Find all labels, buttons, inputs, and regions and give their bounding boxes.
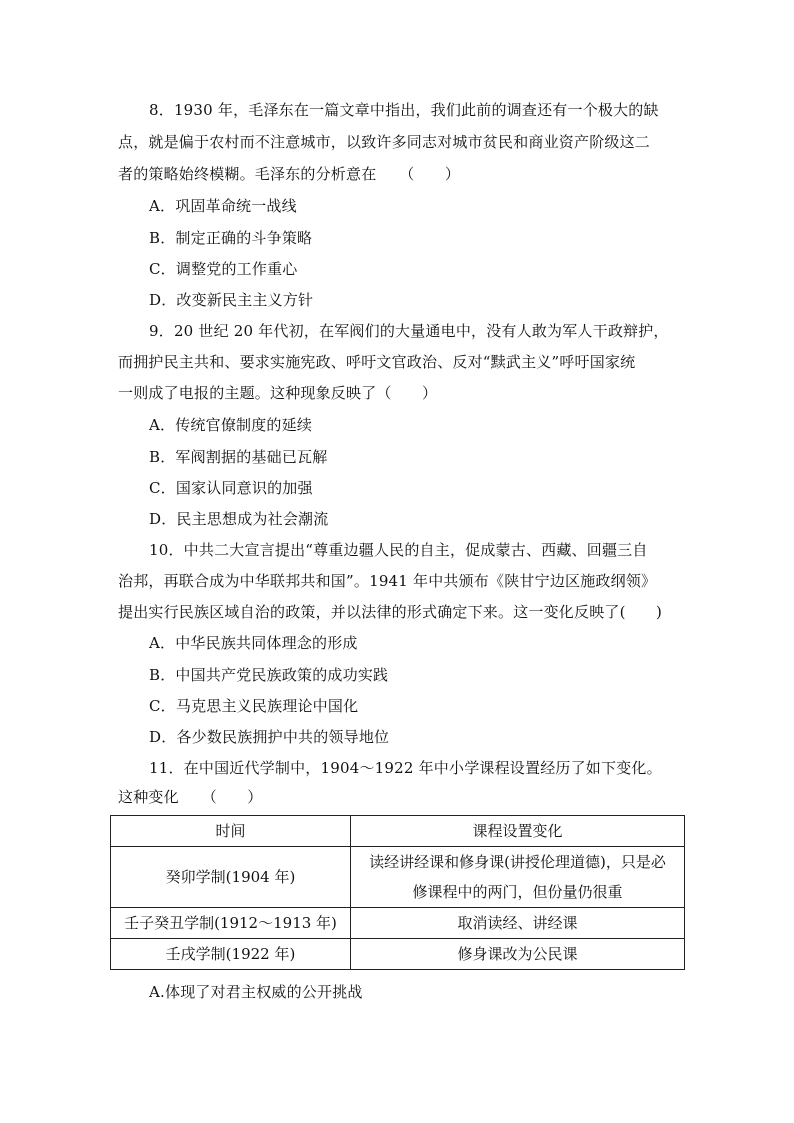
table-cell-time: 壬子癸丑学制(1912～1913 年) — [111, 908, 351, 939]
q9-option-b: B．军阀割据的基础已瓦解 — [149, 448, 328, 466]
q8-option-d: D．改变新民主主义方针 — [149, 291, 314, 309]
q8-option-b: B．制定正确的斗争策略 — [149, 229, 313, 247]
q9-option-d: D．民主思想成为社会潮流 — [149, 510, 329, 528]
q8-stem-line-2: 点，就是偏于农村而不注意城市，以致许多同志对城市贫民和商业资产阶级这二 — [118, 133, 651, 151]
q8-option-a: A．巩固革命统一战线 — [149, 197, 297, 215]
table-row — [111, 939, 685, 970]
table-row — [111, 908, 685, 939]
table-cell-change-line-2: 修课程中的两门，但份量仍很重 — [412, 883, 623, 901]
q10-option-d: D．各少数民族拥护中共的领导地位 — [149, 728, 390, 746]
q10-stem-line-1: 10．中共二大宣言提出“尊重边疆人民的自主，促成蒙古、西藏、回疆三自 — [149, 541, 648, 559]
table-header-time: 时间 — [111, 816, 351, 847]
q10-stem-line-2: 治邦，再联合成为中华联邦共和国”。1941 年中共颁布《陕甘宁边区施政纲领》 — [118, 572, 657, 590]
curriculum-table — [110, 815, 685, 970]
q11-stem-line-2: 这种变化 （ ） — [118, 788, 263, 806]
q11-option-a: A.体现了对君主权威的公开挑战 — [149, 983, 363, 1001]
table-cell-time: 癸卯学制(1904 年) — [111, 847, 351, 908]
q9-stem-line-3: 一则成了电报的主题。这种现象反映了（ ） — [118, 384, 438, 402]
q9-stem-line-1: 9．20 世纪 20 年代初，在军阀们的大量通电中，没有人敢为军人干政辩护， — [149, 322, 669, 340]
q8-stem-line-3: 者的策略始终模糊。毛泽东的分析意在 （ ） — [118, 165, 461, 183]
table-cell-time: 壬戌学制(1922 年) — [111, 939, 351, 970]
table-cell-change-line-1: 读经讲经课和修身课(讲授伦理道德)，只是必 — [369, 853, 666, 871]
q10-option-c: C．马克思主义民族理论中国化 — [149, 697, 359, 715]
q10-stem-line-3: 提出实行民族区域自治的政策，并以法律的形式确定下来。这一变化反映了( ) — [118, 603, 663, 621]
q8-stem-line-1: 8．1930 年，毛泽东在一篇文章中指出，我们此前的调查还有一个极大的缺 — [149, 101, 659, 119]
q8-option-c: C．调整党的工作重心 — [149, 260, 298, 278]
table-row — [111, 847, 685, 908]
q10-option-a: A．中华民族共同体理念的形成 — [149, 634, 358, 652]
q9-option-a: A．传统官僚制度的延续 — [149, 416, 313, 434]
q9-stem-line-2: 而拥护民主共和、要求实施宪政、呼吁文官政治、反对“黩武主义”呼吁国家统 — [118, 353, 636, 371]
table-header-change: 课程设置变化 — [351, 816, 685, 847]
table-header-row — [111, 816, 685, 847]
q11-stem-line-1: 11．在中国近代学制中，1904～1922 年中小学课程设置经历了如下变化。 — [149, 759, 662, 777]
table-cell-change: 修身课改为公民课 — [351, 939, 685, 970]
q9-option-c: C．国家认同意识的加强 — [149, 479, 313, 497]
q10-option-b: B．中国共产党民族政策的成功实践 — [149, 666, 389, 684]
table-cell-change — [351, 847, 685, 908]
table-cell-change: 取消读经、讲经课 — [351, 908, 685, 939]
